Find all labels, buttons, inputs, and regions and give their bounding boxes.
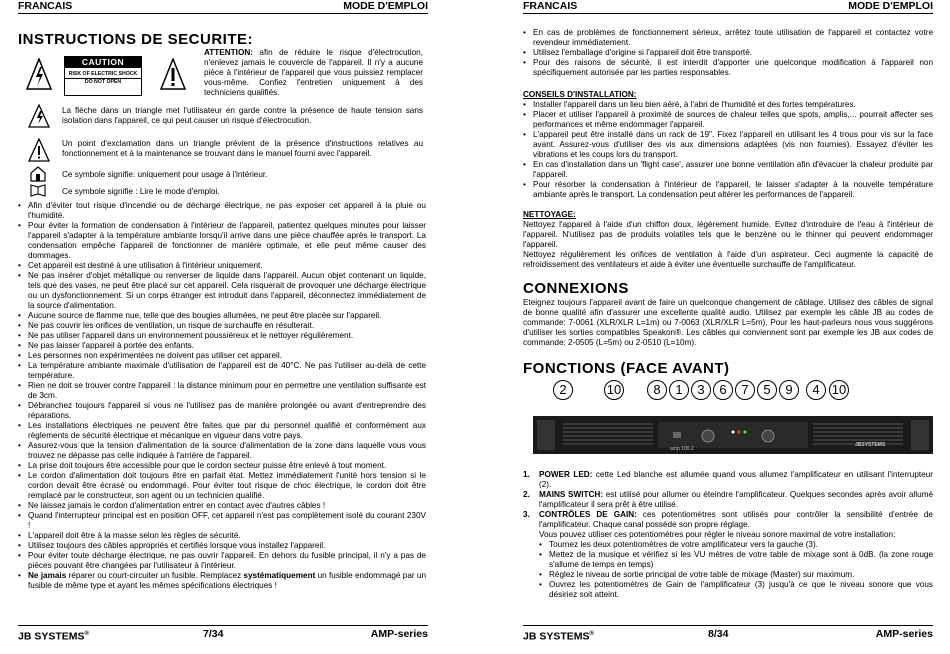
list-item: • Rien ne doit se trouver contre l'appareil : la distance minimum pour en permettre une ventilation suffisante est de 3cm. xyxy=(18,381,426,401)
item-title: MAINS SWITCH: xyxy=(539,490,604,499)
function-item xyxy=(523,490,933,510)
fuse-bold-always: systématiquement xyxy=(243,571,316,580)
list-item: • Utilisez toujours des câbles appropriés et certifiés lorsque vous installez l'appareil. xyxy=(18,541,426,551)
fuse-text-2: un fusible endommagé par un fusible de même type et ayant les mêmes spécifications électriques ! xyxy=(28,571,427,590)
list-item: • Pour résorber la condensation à l'intérieur de l'appareil, le laisser s'adapter à la nouvelle température ambiante après le transport. La condensation peut altérer les performances de l'appareil. xyxy=(523,180,933,200)
exclamation-triangle-icon xyxy=(28,138,50,162)
callout-number: 8 xyxy=(647,380,667,400)
list-item: • Assurez-vous que la tension d'alimentation de la source d'alimentation de la zone dans laquelle vous vous trouvez ne dépasse pas celle indiquée à l'arrière de l'appareil. xyxy=(18,441,426,461)
top-bullet-list xyxy=(523,28,933,78)
list-item: • Réglez le niveau de sortie principal de votre table de mixage (Master) sur maximum. xyxy=(539,570,933,580)
list-item: • Placer et utiliser l'appareil à proximité de sources de chaleur telles que spots, amplis,... pourrait affecter ses performances et même endommager l'appareil. xyxy=(523,110,933,130)
header-language: FRANCAIS xyxy=(18,0,73,12)
list-item: • Le cordon d'alimentation doit toujours être en parfait état. Mettez immédiatement l'unité hors tension si le cordon devait être écrasé ou endommagé. Pour éviter tout risque de choc électrique, le cordon doit être remplacé par le constructeur, son agent ou un technicien qualifié. xyxy=(18,471,426,501)
list-item: • Ne pas insérer d'objet métallique ou renverser de liquide dans l'appareil. Aucun objet contenant un liquide, tels que des vases, ne peut être placé sur cet appareil. Cela risquerait de provoquer une décharge électrique ou un dysfonctionnement. Si un corps étranger est introduit dans l'appareil, déconnectez immédiatement de la source d'alimentation. xyxy=(18,271,426,311)
callout-number: 9 xyxy=(779,380,799,400)
page-header xyxy=(523,0,933,14)
list-item: • Débranchez toujours l'appareil si vous ne l'utilisez pas de manière prolongée ou avant d'entreprendre des réparations. xyxy=(18,401,426,421)
item-text: est utilisé pour allumer ou éteindre l'amplificateur. Quelques secondes après avoir allumé l'amplificateur il sera prêt à être utilisé. xyxy=(539,490,933,509)
install-title: CONSEILS D'INSTALLATION: xyxy=(523,90,637,99)
page-footer xyxy=(523,625,933,643)
footer-series: AMP-series xyxy=(370,628,428,640)
header-language: FRANCAIS xyxy=(523,0,578,12)
exclamation-symbol-text: Un point d'exclamation dans un triangle prévient de la présence d'instructions relatives au fonctionnement et à la maintenance se trouvant dans le manuel fourni avec l'appareil. xyxy=(62,139,423,158)
callout-number: 6 xyxy=(713,380,733,400)
list-item: • Utilisez l'emballage d'origine si l'appareil doit être transporté. xyxy=(523,48,933,58)
list-item: • Quand l'interrupteur principal est en position OFF, cet appareil n'est pas complètement isolé du courant 230V ! xyxy=(18,511,426,531)
list-item: • Cet appareil est destiné à une utilisation à l'intérieur uniquement. xyxy=(18,261,426,271)
list-item: • En cas de problèmes de fonctionnement sérieux, arrêtez toute utilisation de l'appareil et contactez votre revendeur immédiatement. xyxy=(523,28,933,48)
page-number: 7/34 xyxy=(203,628,224,640)
item-title: CONTRÔLES DE GAIN: xyxy=(539,510,637,519)
clean-paragraph-2: Nettoyez régulièrement les orifices de ventilation à l'aide d'un aspirateur. Ceci augmente la capacité de refroidissement des ventilateurs et aide à éviter une éventuelle surchauffe de l'amplificateur. xyxy=(523,250,933,269)
list-item: • Afin d'éviter tout risque d'incendie ou de décharge électrique, ne pas exposer cet appareil à la pluie ou l'humidité. xyxy=(18,201,426,221)
item-title: POWER LED: xyxy=(539,470,593,479)
list-item: • Ne pas couvrir les orifices de ventilation, un risque de surchauffe en résulterait. xyxy=(18,321,426,331)
left-page xyxy=(18,0,428,654)
list-item: • Installer l'appareil dans un lieu bien aéré, à l'abri de l'humidité et des fortes températures. xyxy=(523,100,933,110)
amplifier-front-panel-image xyxy=(533,398,933,458)
lightning-warning-icon xyxy=(26,58,52,90)
item-number: 1. xyxy=(523,470,530,479)
clean-paragraph-1: Nettoyez l'appareil à l'aide d'un chiffon doux, légèrement humide. Evitez d'introduire de l'eau à l'intérieur de l'appareil. N'utilisez pas de produits volatiles tels que le benzène ou le thinner qui peuvent endommager l'appareil. xyxy=(523,220,933,249)
functions-title: FONCTIONS (FACE AVANT) xyxy=(523,360,730,377)
list-item: • Ne pas utiliser l'appareil dans un environnement poussiéreux et le nettoyer régulièrement. xyxy=(18,331,426,341)
list-item: • Les personnes non expérimentées ne doivent pas utiliser cet appareil. xyxy=(18,351,426,361)
registered-mark: ® xyxy=(84,631,89,637)
list-item: • L'appareil doit être à la masse selon les règles de sécurité. xyxy=(18,531,426,541)
right-page xyxy=(523,0,933,654)
page-number: 8/34 xyxy=(708,628,729,640)
callout-number: 3 xyxy=(691,380,711,400)
functions-list xyxy=(523,470,933,600)
callout-number: 10 xyxy=(604,380,624,400)
caution-label xyxy=(64,56,142,96)
list-item: • Pour éviter toute décharge électrique, ne pas ouvrir l'appareil. En dehors du fusible principal, il n'y a pas de pièces pouvant être changées par l'utilisateur à l'intérieur. xyxy=(18,551,426,571)
item-text: ces potentiomètres sont utilisés pour contrôler la sensibilité d'entrée de l'amplificateur. Chaque canal possède son propre réglage. xyxy=(539,510,933,529)
amp-model-label: amp 100.2 xyxy=(670,446,694,452)
list-item: • La prise doit toujours être accessible pour que le cordon secteur puisse être enlevé à tout moment. xyxy=(18,461,426,471)
caution-open: DO NOT OPEN xyxy=(65,78,141,86)
function-item xyxy=(523,510,933,600)
flash-symbol-text: La flèche dans un triangle met l'utilisateur en garde contre la présence de haute tension sans isolation dans l'appareil, ce qui peut causer un risque d'électrocution. xyxy=(62,106,423,125)
footer-series: AMP-series xyxy=(875,628,933,640)
fuse-text-1: réparer ou court-circuiter un fusible. Remplacez xyxy=(66,571,244,580)
safety-title: INSTRUCTIONS DE SECURITE: xyxy=(18,31,254,48)
page-header xyxy=(18,0,428,14)
gain-intro: Vous pouvez utiliser ces potentiomètres pour régler le niveau sonore maximal de votre installation: xyxy=(539,530,896,539)
header-doc-type: MODE D'EMPLOI xyxy=(343,0,428,12)
fuse-bold-never: Ne jamais xyxy=(28,571,67,580)
indoor-use-icon xyxy=(30,166,46,182)
list-item: • La température ambiante maximale d'utilisation de l'appareil est de 40°C. Ne pas l'utiliser au-delà de cette température. xyxy=(18,361,426,381)
footer-brand xyxy=(523,627,594,644)
manual-symbol-text: Ce symbole signifie : Lire le mode d'emploi. xyxy=(62,187,220,196)
callout-number: 4 xyxy=(806,380,826,400)
list-item: • Ne pas laisser l'appareil à portée des enfants. xyxy=(18,341,426,351)
list-item: • Aucune source de flamme nue, telle que des bougies allumées, ne peut être placée sur l'appareil. xyxy=(18,311,426,321)
registered-mark: ® xyxy=(589,631,594,637)
connections-title: CONNEXIONS xyxy=(523,280,629,297)
footer-brand xyxy=(18,627,89,644)
caution-title: CAUTION xyxy=(65,57,141,68)
gain-bullet-list xyxy=(539,540,933,600)
function-item xyxy=(523,470,933,490)
amp-brand-label: JBSYSTEMS xyxy=(855,442,886,448)
item-number: 3. xyxy=(523,510,530,519)
item-text: cette Led blanche est allumée quand vous allumez l'amplificateur en utilisant l'interrupteur (2). xyxy=(539,470,933,489)
callout-number: 10 xyxy=(829,380,849,400)
manual-book-icon xyxy=(30,183,46,197)
list-item: • Ouvrez les potentiomètres de Gain de l'amplificateur (3) jusqu'à ce que le niveau sonore que vous désiriez soit atteint. xyxy=(539,580,933,600)
item-number: 2. xyxy=(523,490,530,499)
list-item: • Tournez les deux potentiomètres de votre amplificateur vers la gauche (3). xyxy=(539,540,933,550)
callout-number: 5 xyxy=(757,380,777,400)
footer-brand-name: JB SYSTEMS xyxy=(18,630,85,643)
list-item: • Mettez de la musique et vérifiez si les VU mètres de votre table de mixage sont à 0dB. (la zone rouge s'allume de temps en temps) xyxy=(539,550,933,570)
install-bullet-list xyxy=(523,100,933,200)
lightning-triangle-icon xyxy=(28,104,50,128)
footer-brand-name: JB SYSTEMS xyxy=(523,630,590,643)
safety-bullet-list xyxy=(18,201,426,591)
list-item: • Pour éviter la formation de condensation à l'intérieur de l'appareil, patientez quelques minutes pour laisser l'appareil s'adapter à la température ambiante lorsqu'il arrive dans une pièce chauffée après le transport. La condensation empêche l'appareil de fonctionner de manière optimale, et elle peut même causer des dommages. xyxy=(18,221,426,261)
caution-risk: RISK OF ELECTRIC SHOCK xyxy=(68,71,138,77)
attention-text: afin de réduire le risque d'électrocution, n'enlevez jamais le couvercle de l'appareil. Il n'y a aucune pièce à l'intérieur de l'appareil que vous puissiez remplacer vous-même. Confiez l'entretien uniquement à des techniciens qualifiés. xyxy=(204,48,423,97)
callout-number: 2 xyxy=(553,380,573,400)
connections-paragraph: Eteignez toujours l'appareil avant de faire un quelconque changement de câblage. Utilisez des câbles de signal de bonne qualité afin d'assurer une excellente qualité audio. Utilisez par exemple les câble JB au codes de commande: 7-0061 (XLR/XLR L=1m) ou 7-0063 (XLR/XLR L=5m). Pour les haut-parleurs nous vous suggérons d'utiliser les sorties compatibles Speakon®. Les câbles qui conviennent sont par exemple les JB aux codes de commande: 2-0505 (L=5m) ou 2-0510 (L=10m). xyxy=(523,298,933,347)
callout-number: 1 xyxy=(669,380,689,400)
list-item: • Les installations électriques ne peuvent être faites que par du personnel qualifié et conformément aux règlements de sécurité électrique et mécanique en vigueur dans votre pays. xyxy=(18,421,426,441)
attention-paragraph xyxy=(204,48,423,98)
clean-title: NETTOYAGE: xyxy=(523,210,576,219)
indoor-symbol-text: Ce symbole signifie: uniquement pour usage à l'intérieur. xyxy=(62,170,268,179)
list-item: • En cas d'installation dans un 'flight case', assurer une bonne ventilation afin d'évacuer la chaleur produite par l'appareil. xyxy=(523,160,933,180)
list-item-fuse xyxy=(18,571,426,591)
exclamation-warning-icon xyxy=(160,58,186,90)
list-item: • Ne laissez jamais le cordon d'alimentation entrer en contact avec d'autres câbles ! xyxy=(18,501,426,511)
page-footer xyxy=(18,625,428,643)
callout-number: 7 xyxy=(735,380,755,400)
list-item: • Pour des raisons de sécurité, il est interdit d'apporter une quelconque modification à l'appareil non spécifiquement autorisée par les parties responsables. xyxy=(523,58,933,78)
header-doc-type: MODE D'EMPLOI xyxy=(848,0,933,12)
attention-label: ATTENTION: xyxy=(204,48,253,57)
list-item: • L'appareil peut être installé dans un rack de 19". Fixez l'appareil en utilisant les 4 trous pour vis sur la face avant. Assurez-vous d'utiliser des vis aux dimensions adaptées (vis non fournies). Essayez d'éviter les vibrations et les coups lors du transport. xyxy=(523,130,933,160)
